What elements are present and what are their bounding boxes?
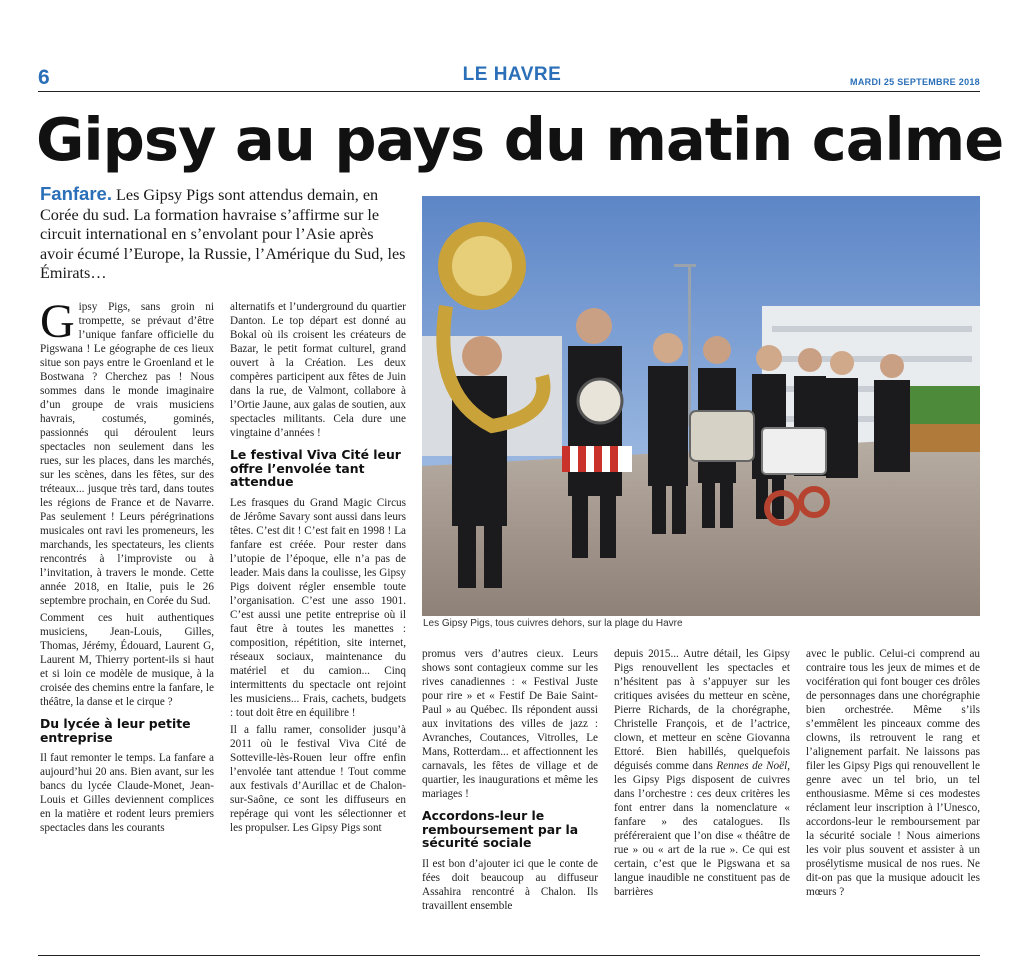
paragraph: alternatifs et l’underground du quartier Danton. Le top départ est donné au Bokal où ils croisent les créateurs de Bazar, le petit format culturel, grand ouvert à la Création. Les deux compères participent aux fêtes de Juin dans la rue, de Valmont, collabore à l’Ortie Jaune, aux galas de soutien, aux spectacles militants. Cela dure une vingtaine d’années ! xyxy=(230,301,406,439)
chapeau xyxy=(40,184,410,284)
article-column-1 xyxy=(40,295,214,838)
band-photo-illustration xyxy=(422,196,980,616)
subheading: Du lycée à leur petite entreprise xyxy=(40,716,191,745)
chapeau-keyword: Fanfare. xyxy=(40,183,112,204)
photo-caption: Les Gipsy Pigs, tous cuivres dehors, sur la plage du Havre xyxy=(423,618,683,629)
article-column-4 xyxy=(614,647,790,902)
paragraph: Il est bon d’ajouter ici que le conte de fées doit beaucoup au diffuseur Assahira rencontré à Chalon. Ils travaillent ensemble xyxy=(422,857,598,912)
footer-rule xyxy=(38,955,980,956)
subheading: Le festival Viva Cité leur offre l’envolée tant attendue xyxy=(230,447,401,489)
drop-cap: G xyxy=(40,295,75,348)
chapeau-text: Les Gipsy Pigs sont attendus demain, en Corée du sud. La formation havraise s’affirme sur le circuit international en s’envolant pour l’Asie après avoir écumé l’Europe, la Russie, l’Amérique du Sud, les Émirats… xyxy=(40,186,406,282)
page-number: 6 xyxy=(38,66,50,89)
subheading: Accordons-leur le remboursement par la sécurité sociale xyxy=(422,808,579,850)
paragraph: Il faut remonter le temps. La fanfare a aujourd’hui 20 ans. Bien avant, sur les bancs du lycée Claude-Monet, Jean-Louis et Gilles deviennent complices en la matière et rodent leurs premiers spectacles dans les courants xyxy=(40,752,214,834)
band-photo xyxy=(422,196,980,616)
article-column-3 xyxy=(422,647,598,916)
paragraph xyxy=(614,647,790,899)
issue-date: MARDI 25 SEPTEMBRE 2018 xyxy=(850,77,980,87)
paragraph-text: depuis 2015... Autre détail, les Gipsy Pigs renouvellent les spectacles et n’hésitent pas à s’appuyer sur les critiques avisées du metteur en scène, Pierre Richards, de la chorégraphe, Christelle François, et de l’actrice, clown, et metteur en scène Giovanna Ettoré. Bien habillés, quelquefois déguisés comme dans xyxy=(614,648,790,772)
paragraph: Il a fallu ramer, consolider jusqu’à 2011 où le festival Viva Cité de Sotteville-lès-Rouen leur offre enfin l’envolée tant attendue ! Tout comme aux festivals d’Aurillac et de Chalon-sur-Saône, ce sont les diffuseurs en repérage qui vont les sélectionner et les propulser. Les Gipsy Pigs sont xyxy=(230,723,406,834)
paragraph: Les frasques du Grand Magic Circus de Jérôme Savary sont aussi dans leurs têtes. C’est dit ! C’est fait en 1998 ! La fanfare est créée. Pour rester dans l’utopie de l’époque, elle n’a pas de leader. Mais dans la coulisse, les Gipsy Pigs doivent régler ensemble toute l’organisation. C’est une asso 1901. C’est aussi une petite entreprise où il faut être à toutes les manettes : composition, répétition, site internet, réseaux sociaux, maintenance du matériel et du camion... Cinq intermittents du spectacle ont rejoint les musiciens... Frais, cachets, budgets : tout doit être en équilibre ! xyxy=(230,496,406,719)
paragraph xyxy=(40,295,214,608)
show-title: Rennes de Noël xyxy=(716,760,788,772)
section-title: LE HAVRE xyxy=(462,64,562,85)
paragraph: Comment ces huit authentiques musiciens, Jean-Louis, Gilles, Thomas, Jérémy, Édouard, Laurent G, Laurent M, Thierry portent-ils si haut et si loin ce modèle de musique, à la croisée des chemins entre la fanfare, le théâtre, la danse et le cirque ? xyxy=(40,612,214,708)
paragraph: avec le public. Celui-ci comprend au contraire tous les jeux de mimes et de vocifération qui font bouger ces drôles de personnages dans une chorégraphie bien orchestrée. Même s’ils s’emmêlent les pinceaux comme des clowns, ils retrouvent le rang et l’alignement parfait. Ne laissons pas filer les Gipsy Pigs qui renouvellent le genre avec un tel brio, un tel enthousiasme. Même si ces modestes réclament leur inscription à l’Unesco, accordons-leur le remboursement par la sécurité sociale ! Nous aimerions les voir plus souvent et assister à un prosélytisme musical de nos rues. Ne dit-on pas que la musique adoucit les mœurs ? xyxy=(806,648,980,898)
paragraph-text: ipsy Pigs, sans groin ni trompette, se prévaut d’être l’unique fanfare officielle du Pigswana ! Le géographe de ces lieux situe son pays entre le Groenland et le Bostwana ? Cherchez pas ! Nous sommes dans le monde imaginaire d’un groupe de vrais musiciens havrais, costumés, gominés, passionnés qui déroulent leurs spectacles non seulement dans les rues, sur les places, dans les marchés, sur les scènes, dans les fêtes, sur des tréteaux... jusque très tard, dans toutes les régions de France et de Navarre. Pas seulement ! Leurs pérégrinations musicales ont ravi les promeneurs, les marchands, les spectateurs, les clients rencontrés à l’improviste ou à l’invitation, à travers le monde. Cette année 2018, en Italie, puis le 26 septembre prochain, en Corée du Sud. xyxy=(40,301,214,607)
headline: Gipsy au pays du matin calme xyxy=(36,105,1004,174)
paragraph-text: , les Gipsy Pigs disposent de cuivres dans l’orchestre : ces deux critères les font entrer dans la nomenclature « fanfare » des catalogues. Ils préféreraient que l’on dise « théâtre de rue » ou « art de la rue ». Ce qui est certain, c’est que le Pigswana et sa langue inaudible ne constituent pas de barrières xyxy=(614,760,790,898)
paragraph: promus vers d’autres cieux. Leurs shows sont contagieux comme sur les rives canadiennes : « Festival Juste pour rire » et « Festif De Baie Saint-Paul » au Québec. Ils répondent aussi aux invitations des villes de jazz : Avranches, Coutances, Vitrolles, Le Mans, Rotterdam... et affectionnent les carnavals, les fêtes de village et de quartier, les inaugurations et même les mariages ! xyxy=(422,648,598,800)
article-column-2 xyxy=(230,300,406,838)
header-rule xyxy=(38,91,980,92)
article-column-5 xyxy=(806,647,980,902)
